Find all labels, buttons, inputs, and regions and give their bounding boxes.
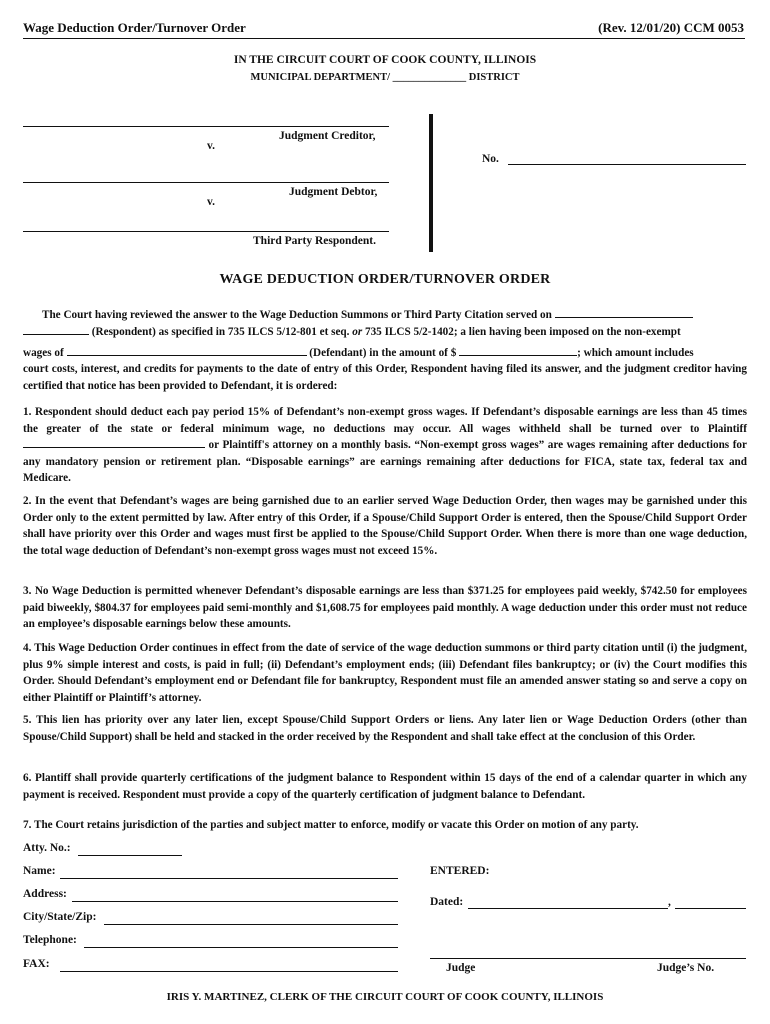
judge-number-label: Judge’s No. (657, 962, 715, 974)
entered-label: ENTERED: (430, 865, 490, 877)
judge-label: Judge (446, 962, 476, 974)
dated-label: Dated: (430, 896, 464, 908)
judgment-creditor-label: Judgment Creditor, (279, 130, 376, 142)
intro-line-2: (Respondent) as specified in 735 ILCS 5/12-801 et seq. or 735 ILCS 5/2-1402; a lien having been imposed on the non-exempt (23, 324, 747, 341)
atty-no-label: Atty. No.: (23, 842, 71, 854)
intro-line-1: The Court having reviewed the answer to the Wage Deduction Summons or Third Party Citation served on (23, 307, 747, 324)
name-label: Name: (23, 865, 56, 877)
intro-rest: court costs, interest, and credits for payments to the date of entry of this Order, Respondent having filed its answer, and the judgment creditor having certified that notice has been provided to Defendant, it is ordered: (23, 363, 747, 392)
amount-field[interactable] (459, 345, 577, 356)
judgment-debtor-field[interactable] (23, 182, 389, 183)
versus-label-2: v. (207, 196, 215, 208)
dated-field[interactable] (468, 908, 668, 909)
plaintiff-name-field[interactable] (23, 437, 205, 448)
judge-signature-field[interactable] (430, 958, 746, 959)
fax-label: FAX: (23, 958, 50, 970)
department-district: MUNICIPAL DEPARTMENT/ ______________ DISTRICT (250, 72, 520, 83)
paragraph-7: 7. The Court retains jurisdiction of the parties and subject matter to enforce, modify or vacate this Order on motion of any party. (23, 819, 639, 831)
name-field[interactable] (60, 878, 398, 879)
paragraph-3: 3. No Wage Deduction is permitted whenever Defendant’s disposable earnings are less than $371.25 for employees paid weekly, $742.50 for employees paid biweekly, $804.37 for employees paid semi-monthly and $1,608.75 for employees paid monthly. A wage deduction under this order must not reduce an employee’s disposable earnings below these amounts. (23, 585, 747, 630)
dated-year-field[interactable] (675, 908, 746, 909)
city-state-zip-label: City/State/Zip: (23, 911, 97, 923)
respondent-name-field[interactable] (23, 324, 89, 335)
paragraph-5: 5. This lien has priority over any later lien, except Spouse/Child Support Orders or liens. Any later lien or Wage Deduction Orders (other than Spouse/Child Support) shall be held and stacked in the order received by the Respondent and shall take effect at the conclusion of this Order. (23, 714, 747, 743)
clerk-footer: IRIS Y. MARTINEZ, CLERK OF THE CIRCUIT COURT OF COOK COUNTY, ILLINOIS (166, 991, 604, 1003)
defendant-name-field[interactable] (67, 345, 307, 356)
header-rule (23, 38, 745, 39)
paragraph-6: 6. Plantiff shall provide quarterly certifications of the judgment balance to Respondent within 15 days of the end of a calendar quarter in which any payment is received. Respondent must provide a copy of the quarterly certification of judgment balance to Defendant. (23, 772, 747, 801)
versus-label: v. (207, 140, 215, 152)
telephone-label: Telephone: (23, 934, 77, 946)
telephone-field[interactable] (84, 947, 398, 948)
city-state-zip-field[interactable] (104, 924, 398, 925)
revision-code: (Rev. 12/01/20) CCM 0053 (598, 20, 744, 35)
fax-field[interactable] (60, 971, 398, 972)
caption-divider (429, 114, 433, 252)
address-field[interactable] (72, 901, 398, 902)
case-number-label: No. (482, 153, 499, 165)
judgment-debtor-label: Judgment Debtor, (289, 186, 378, 198)
judgment-creditor-field[interactable] (23, 126, 389, 127)
paragraph-2: 2. In the event that Defendant’s wages are being garnished due to an earlier served Wage Deduction Order, then wages may be garnished under this Order only to the extent permitted by law. After entry of this Order, if a Spouse/Child Support Order is entered, then the Spouse/Child Support Order shall have priority over this Order and wages must first be applied to the Spouse/Child Support Order. When there is more than one wage deduction, the total wage deduction of Defendant’s non-exempt gross wages must not exceed 15%. (23, 495, 747, 557)
court-name: IN THE CIRCUIT COURT OF COOK COUNTY, ILLINOIS (233, 54, 537, 66)
case-number-field[interactable] (508, 164, 746, 165)
served-on-field[interactable] (555, 307, 693, 318)
intro-line-3: wages of (Defendant) in the amount of $ ; which amount includes (23, 347, 694, 359)
order-title: WAGE DEDUCTION ORDER/TURNOVER ORDER (219, 272, 551, 287)
third-party-field[interactable] (23, 231, 389, 232)
paragraph-1: 1. Respondent should deduct each pay period 15% of Defendant’s non-exempt gross wages. If Defendant’s disposable earnings are less than 45 times the greater of the state or federal minimum wage, no deductions may occur. All wages withheld shall be turned over to Plaintiff or Plaintiff's attorney on a monthly basis. “Non-exempt gross wages” are wages remaining after deductions for any mandatory pension or retirement plan. “Disposable earnings” are earnings remaining after deductions for FICA, state tax, federal tax and Medicare. (23, 406, 747, 484)
dated-comma: , (668, 896, 671, 908)
address-label: Address: (23, 888, 67, 900)
third-party-label: Third Party Respondent. (253, 235, 376, 247)
form-title: Wage Deduction Order/Turnover Order (23, 20, 246, 35)
atty-no-field[interactable] (78, 855, 182, 856)
paragraph-4: 4. This Wage Deduction Order continues in effect from the date of service of the wage deduction summons or third party citation until (i) the judgment, plus 9% simple interest and costs, is paid in full; (ii) Defendant’s employment ends; (iii) Defendant files bankruptcy; or (iv) the Court modifies this Order. Should Defendant’s employment end or Defendant file for bankruptcy, Respondent must file an amended answer stating so and serve a copy on either Plaintiff or Plaintiff’s attorney. (23, 642, 747, 704)
